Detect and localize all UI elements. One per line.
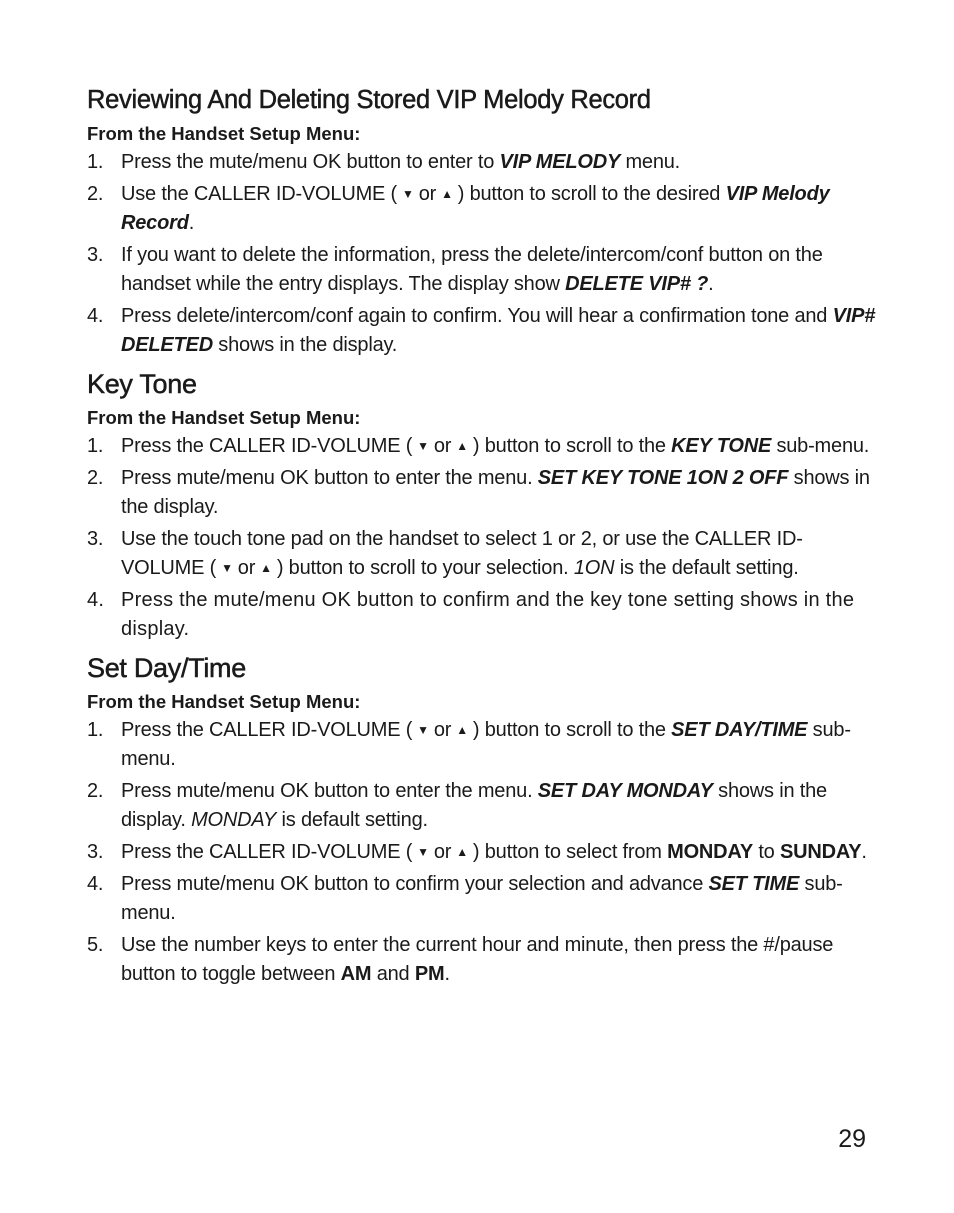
step-text: or [433,435,452,457]
up-arrow-icon: ▲ [260,561,272,575]
step-item [87,241,877,299]
step-text: sub-menu. [121,719,851,770]
step-number: 3. [87,244,104,266]
step-keyword: VIP MELODY [499,151,621,173]
step-text: . [861,841,867,863]
step-number: 1. [87,435,104,457]
step-item [87,838,877,867]
step-text: Use the CALLER ID-VOLUME ( [121,183,397,205]
step-text: sub-menu. [771,435,870,457]
step-keyword: SUNDAY [779,841,862,863]
step-text: Press mute/menu OK button to confirm your selection and advance [121,873,709,895]
step-text: or [433,719,452,741]
step-keyword: KEY TONE [671,435,772,457]
step-item [87,870,877,928]
step-text: Use the number keys to enter the current hour and minute, then press the #/pause button to toggle between [121,934,834,985]
step-text: Press the mute/menu OK button to enter to [121,151,500,173]
manual-page [87,82,877,992]
step-item [87,931,877,989]
up-arrow-icon: ▲ [456,439,468,453]
section-title: Key Tone [87,369,197,399]
down-arrow-icon: ▼ [417,723,429,737]
step-item [87,525,877,583]
step-text: Press mute/menu OK button to enter the menu. [121,467,538,489]
down-arrow-icon: ▼ [221,561,233,575]
step-number: 2. [87,780,104,802]
step-number: 3. [87,528,104,550]
step-text: Press the CALLER ID-VOLUME ( [121,841,413,863]
step-text: ) button to select from [472,841,668,863]
step-number: 2. [87,183,104,205]
step-number: 5. [87,934,104,956]
step-text: is the default setting. [614,557,799,579]
step-text: shows in the display. [121,467,870,518]
step-text: ) button to scroll to the [472,719,672,741]
step-number: 1. [87,151,104,173]
step-text: or [418,183,437,205]
step-text: Press the CALLER ID-VOLUME ( [121,719,413,741]
step-keyword: SET DAY MONDAY [537,780,713,802]
step-keyword: DELETE VIP# ? [565,273,709,295]
step-text: is default setting. [276,809,428,831]
step-italic: MONDAY [191,809,277,831]
step-item [87,716,877,774]
step-number: 4. [87,589,105,611]
section-key-tone [87,366,877,644]
section-subtitle: From the Handset Setup Menu: [87,691,361,712]
step-text: shows in the display. [121,780,827,831]
step-item [87,180,877,238]
step-text: shows in the display. [212,334,398,356]
step-keyword: VIP Melody Record [121,183,830,234]
up-arrow-icon: ▲ [456,845,468,859]
down-arrow-icon: ▼ [402,187,414,201]
step-text: sub-menu. [121,873,843,924]
step-keyword: SET DAY/TIME [671,719,808,741]
section-title: Reviewing And Deleting Stored VIP Melody Record [87,86,651,114]
step-keyword: AM [340,963,372,985]
step-text: ) button to scroll to the desired [457,183,726,205]
step-text: Press the mute/menu OK button to confirm and the key tone setting shows in the display. [121,589,855,640]
up-arrow-icon: ▲ [441,187,453,201]
steps-list [87,716,877,989]
step-keyword: VIP# DELETED [121,305,876,356]
page-number: 29 [838,1125,866,1153]
step-text: . [444,963,450,985]
steps-list [87,148,877,360]
step-item [87,148,877,177]
step-text: Press the CALLER ID-VOLUME ( [121,435,413,457]
down-arrow-icon: ▼ [417,845,429,859]
step-keyword: MONDAY [667,841,753,863]
step-text: or [237,557,256,579]
step-keyword: SET KEY TONE 1ON 2 OFF [537,467,789,489]
step-keyword: PM [414,963,445,985]
steps-list [87,432,877,644]
step-item [87,464,877,522]
section-set-day-time [87,650,877,989]
section-subtitle: From the Handset Setup Menu: [87,123,361,144]
step-text: Press mute/menu OK button to enter the menu. [121,780,538,802]
step-keyword: SET TIME [708,873,800,895]
step-text: Use the touch tone pad on the handset to select 1 or 2, or use the CALLER ID-VOLUME ( [121,528,803,579]
step-text: menu. [620,151,681,173]
step-number: 3. [87,841,104,863]
step-item [87,777,877,835]
step-number: 4. [87,305,104,327]
section-subtitle: From the Handset Setup Menu: [87,407,361,428]
step-item [87,586,877,644]
section-vip-melody [87,82,877,360]
step-text: ) button to scroll to the [472,435,672,457]
down-arrow-icon: ▼ [417,439,429,453]
step-number: 4. [87,873,104,895]
step-text: . [708,273,714,295]
step-text: to [752,841,780,863]
step-text: and [371,963,415,985]
step-italic: 1ON [573,557,615,579]
step-number: 1. [87,719,104,741]
step-number: 2. [87,467,104,489]
step-text: . [188,212,195,234]
up-arrow-icon: ▲ [456,723,468,737]
step-text: ) button to scroll to your selection. [276,557,574,579]
step-text: If you want to delete the information, press the delete/intercom/conf button on the handset while the entry displays. The display show [121,244,823,295]
step-item [87,432,877,461]
step-text: Press delete/intercom/conf again to confirm. You will hear a confirmation tone and [121,305,833,327]
section-title: Set Day/Time [87,653,246,683]
step-text: or [433,841,452,863]
step-item [87,302,877,360]
